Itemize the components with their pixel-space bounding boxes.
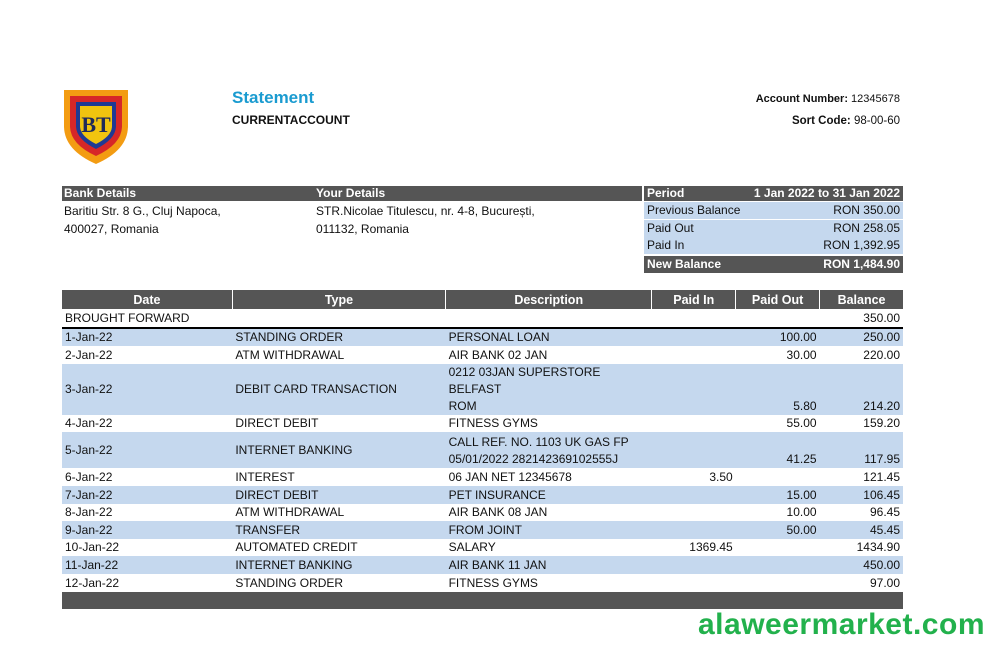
brought-forward-row [62,309,903,328]
cell-type: DIRECT DEBIT [235,416,319,431]
paid-out-label: Paid Out [647,221,694,235]
cell-description [446,468,652,486]
cell-type: STANDING ORDER [235,575,344,590]
bank-address-line1: Baritiu Str. 8 G., Cluj Napoca, [64,204,221,218]
description-line1: 06 JAN NET 12345678 [448,469,572,484]
watermark: alaweermarket.com [698,608,985,641]
table-row [62,539,903,557]
cell-description [446,432,652,468]
cell-paid-out [736,539,820,557]
cell-description [446,539,652,557]
col-balance: Balance [820,290,903,309]
cell-paid-in [652,328,736,347]
col-description: Description [446,290,652,309]
bank-details-heading: Bank Details [64,186,137,200]
sort-code [792,115,900,127]
cell-paid-in [652,504,736,522]
previous-balance-value: RON 350.00 [833,203,900,217]
cell-description [446,364,652,415]
cell-description [446,415,652,433]
description-line1: CALL REF. NO. 1103 UK GAS FP [448,435,629,450]
cell-balance: 45.45 [820,521,903,539]
cell-type: AUTOMATED CREDIT [235,540,358,555]
cell-paid-in [652,415,736,433]
cell-date: 2-Jan-22 [65,347,113,362]
table-row [62,364,903,415]
customer-address-line1: STR.Nicolae Titulescu, nr. 4-8, București, [316,204,535,218]
description-line1: FITNESS GYMS [448,416,538,431]
table-row [62,574,903,592]
cell-paid-in [652,574,736,592]
cell-type: STANDING ORDER [232,328,445,347]
description-line1: AIR BANK 11 JAN [448,557,547,572]
previous-balance-label: Previous Balance [647,203,741,217]
account-number-label: Account Number: [755,93,848,105]
cell-paid-out: 55.00 [786,416,817,431]
cell-balance: 220.00 [863,347,900,362]
cell-date: 8-Jan-22 [65,505,113,520]
cell-paid-out: 15.00 [736,486,820,504]
period-label: Period [647,186,685,200]
cell-balance: 1434.90 [856,540,900,555]
cell-date: 4-Jan-22 [65,416,113,431]
cell-paid-out [736,556,820,574]
cell-paid-out: 5.80 [736,364,820,415]
cell-description [446,574,652,592]
cell-paid-in [652,364,736,415]
cell-type: INTERNET BANKING [232,432,445,468]
brought-forward-balance: 350.00 [820,309,903,328]
paid-out-value: RON 258.05 [833,221,900,235]
period-value: 1 Jan 2022 to 31 Jan 2022 [753,186,900,200]
cell-balance: 117.95 [820,432,903,468]
cell-balance: 121.45 [863,469,900,484]
description-line1: AIR BANK 08 JAN [448,505,548,520]
cell-type: ATM WITHDRAWAL [235,347,345,362]
cell-balance: 250.00 [820,328,903,347]
cell-description [446,486,652,504]
description-line2: 05/01/2022 282142369102555J [448,452,619,467]
paid-out-row [644,220,903,237]
cell-paid-in [652,346,736,364]
bank-address-line2: 400027, Romania [64,222,159,236]
cell-type: INTEREST [235,469,295,484]
cell-type: ATM WITHDRAWAL [235,505,345,520]
col-type: Type [232,290,445,309]
cell-description [446,328,652,347]
table-row [62,415,903,433]
table-row [62,486,903,504]
period-row [644,186,903,201]
cell-paid-out: 10.00 [786,505,817,520]
cell-paid-out: 30.00 [786,347,817,362]
cell-date: 5-Jan-22 [62,432,232,468]
table-row [62,432,903,468]
new-balance-row [644,256,903,273]
transactions-table [62,290,903,609]
table-row [62,328,903,347]
cell-balance: 97.00 [869,575,900,590]
cell-date: 9-Jan-22 [62,521,232,539]
description-line2: ROM [448,398,477,413]
description-line1: 0212 03JAN SUPERSTORE BELFAST [448,364,601,396]
description-line1: PET INSURANCE [448,487,546,502]
table-header-row [62,290,903,309]
bank-address [64,202,221,238]
account-type: CURRENTACCOUNT [232,113,350,127]
table-row [62,521,903,539]
account-number [756,93,900,105]
col-paid-in: Paid In [652,290,736,309]
sort-code-value: 98-00-60 [853,115,900,127]
sort-code-label: Sort Code: [791,115,851,127]
cell-paid-in: 3.50 [709,469,733,484]
col-paid-out: Paid Out [736,290,820,309]
cell-description [446,346,652,364]
table-row [62,346,903,364]
paid-in-label: Paid In [647,238,685,252]
cell-paid-in: 1369.45 [689,540,733,555]
cell-date: 10-Jan-22 [65,540,120,555]
cell-paid-out: 50.00 [736,521,820,539]
paid-in-row [644,237,903,254]
cell-balance: 159.20 [863,416,900,431]
cell-paid-in [652,432,736,468]
cell-paid-out [736,468,820,486]
cell-paid-in [652,556,736,574]
new-balance-label: New Balance [647,257,722,271]
cell-description [446,521,652,539]
cell-date: 11-Jan-22 [62,556,232,574]
cell-type: INTERNET BANKING [232,556,445,574]
table-row [62,468,903,486]
customer-address-line2: 011132, Romania [316,222,409,236]
col-date: Date [62,290,232,309]
paid-in-value: RON 1,392.95 [823,238,900,252]
cell-balance: 214.20 [820,364,903,415]
cell-type: DEBIT CARD TRANSACTION [232,364,445,415]
cell-date: 1-Jan-22 [62,328,232,347]
customer-address [316,202,535,238]
cell-description [446,556,652,574]
statement-title: Statement [232,88,315,107]
description-line1: AIR BANK 02 JAN [448,347,548,362]
description-line1: SALARY [448,540,496,555]
cell-type: DIRECT DEBIT [232,486,445,504]
table-row [62,504,903,522]
cell-date: 6-Jan-22 [65,469,113,484]
previous-balance-row [644,202,903,219]
cell-date: 3-Jan-22 [62,364,232,415]
your-details-heading: Your Details [316,186,386,200]
table-row [62,556,903,574]
cell-paid-out [736,574,820,592]
cell-date: 12-Jan-22 [65,575,120,590]
cell-balance: 450.00 [820,556,903,574]
cell-paid-in [652,486,736,504]
description-line1: FITNESS GYMS [448,575,538,590]
cell-paid-in [652,521,736,539]
bank-logo [60,86,132,166]
description-line1: PERSONAL LOAN [448,330,550,345]
logo-text: BT [81,112,111,137]
table-footer-bar [62,592,903,609]
cell-paid-out: 41.25 [736,432,820,468]
cell-paid-out: 100.00 [736,328,820,347]
cell-type: TRANSFER [232,521,445,539]
cell-date: 7-Jan-22 [62,486,232,504]
new-balance-value: RON 1,484.90 [823,257,900,271]
description-line1: FROM JOINT [448,522,522,537]
cell-balance: 106.45 [820,486,903,504]
cell-description [446,504,652,522]
cell-balance: 96.45 [869,505,900,520]
brought-forward-label: BROUGHT FORWARD [62,309,820,328]
account-number-value: 12345678 [851,93,900,105]
